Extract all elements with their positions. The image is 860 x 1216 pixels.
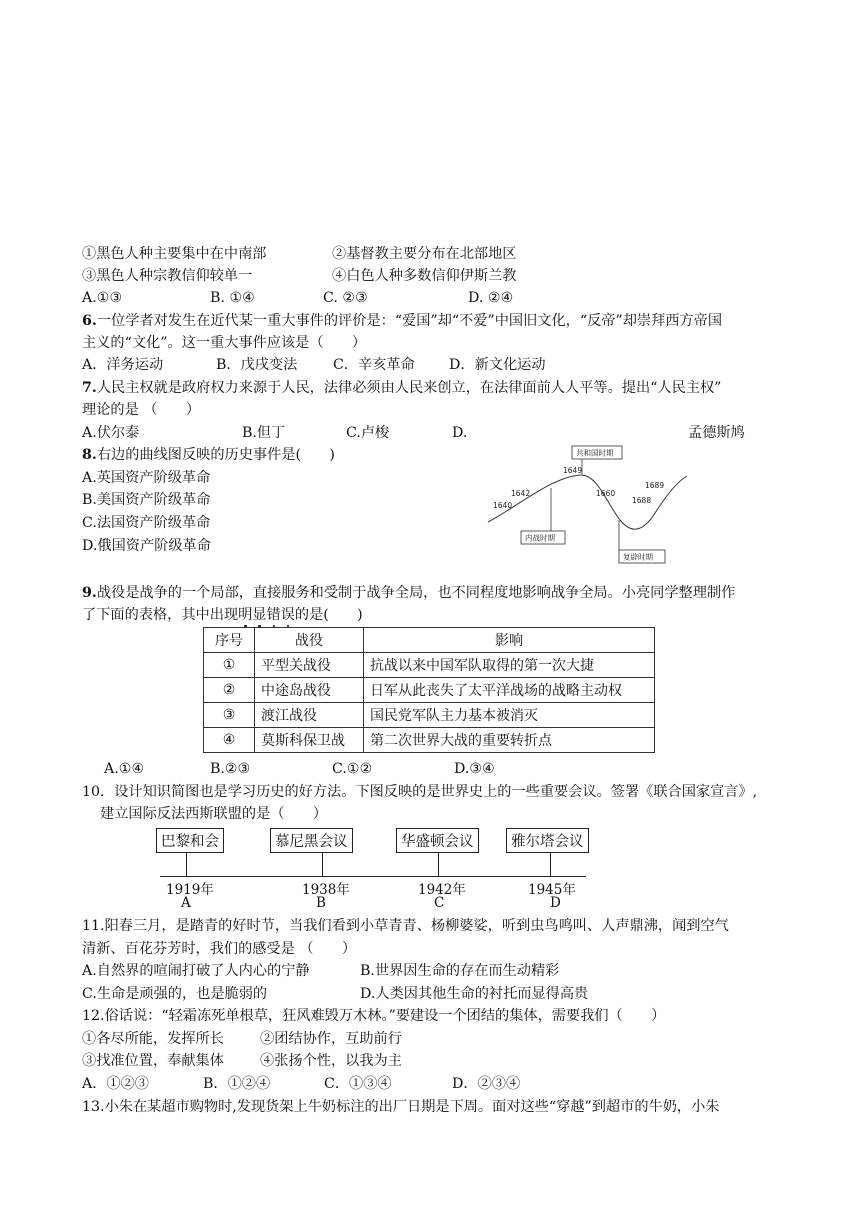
q10-stem-line-1: 10．设计知识简图也是学习历史的好方法。下图反映的是世界史上的一些重要会议。签署《联合国家宣言》,	[82, 784, 758, 800]
q8-label-civilwar: 内战时期	[525, 533, 555, 543]
q7-stem-line-2: 理论的是 （ ）	[82, 402, 201, 418]
q10-tick-d	[550, 852, 551, 876]
q10-year-c: 1942年	[418, 882, 466, 898]
q5-option-2: ②基督教主要分布在北部地区	[332, 246, 517, 262]
table-header-cell: 战役	[255, 628, 364, 653]
q12-option-row-2	[82, 1050, 402, 1072]
q7-stem-text: 人民主权就是政府权力来源于人民，法律必须由人民来创立，在法律面前人人平等。提出“人民主权”	[96, 380, 722, 396]
q12-choice-c: C．①③④	[324, 1076, 392, 1092]
q12-option-4: ④张扬个性，以我为主	[260, 1053, 402, 1069]
table-cell: 平型关战役	[255, 653, 364, 678]
q8-choice-b: B.美国资产阶级革命	[82, 492, 211, 508]
q7-choice-d-text: 孟德斯鸠	[688, 425, 745, 441]
q7-choice-d: D.	[452, 425, 468, 441]
q9-emphasis-char: 误	[280, 607, 295, 623]
q8-label-republic: 共和国时期	[576, 448, 614, 458]
q12-stem: 12.俗话说：“轻霜冻死单根草，狂风难毁万木林。”要建设一个团结的集体，需要我们（ ）	[82, 1008, 666, 1024]
q5-option-3: ③黑色人种宗教信仰较单一	[82, 268, 253, 284]
q8-year-1689: 1689	[645, 481, 665, 490]
q10-tick-c	[438, 852, 439, 876]
table-header-row	[204, 628, 655, 653]
table-header-cell: 序号	[204, 628, 255, 653]
q5-option-4: ④白色人种多数信仰伊斯兰教	[332, 268, 517, 284]
q11-choice-c: C.生命是顽强的，也是脆弱的	[82, 986, 268, 1002]
table-cell: ②	[204, 678, 255, 703]
q12-option-2: ②团结协作，互助前行	[260, 1031, 402, 1047]
q10-year-b: 1938年	[302, 882, 350, 898]
q12-option-row-1	[82, 1028, 402, 1050]
q8-year-1660: 1660	[596, 489, 616, 498]
table-cell: 日军从此丧失了太平洋战场的战略主动权	[364, 678, 655, 703]
q12-option-1: ①各尽所能，发挥所长	[82, 1031, 224, 1047]
q9-emphasis-char: 显	[252, 607, 267, 623]
q5-option-1: ①黑色人种主要集中在中南部	[82, 246, 267, 262]
q12-choice-a: A．①②③	[82, 1076, 149, 1092]
q6-choice-d: D．新文化运动	[449, 357, 546, 373]
q8-choice-a: A.英国资产阶级革命	[82, 470, 211, 486]
q9-battle-table	[203, 627, 655, 753]
q10-event-box-a: 巴黎和会	[156, 828, 224, 853]
q7-choice-c: C.卢梭	[346, 425, 390, 441]
q6-stem-text: 一位学者对发生在近代某一重大事件的评价是：“爱国”却“不爱”中国旧文化，“反帝”却崇拜西方帝国	[96, 313, 723, 329]
q9-choice-c: C.①②	[332, 761, 373, 777]
q9-choices	[104, 758, 495, 780]
q12-option-3: ③找准位置，奉献集体	[82, 1053, 224, 1069]
q9-choice-b: B.②③	[210, 761, 251, 777]
q9-stem-text-2: 了下面的表格，其中出现	[82, 607, 239, 623]
q10-event-box-c: 华盛顿会议	[396, 828, 479, 853]
q6-choice-a: A．洋务运动	[82, 357, 164, 373]
table-header-cell: 影响	[364, 628, 655, 653]
q5-choice-b: B. ①④	[210, 290, 255, 306]
table-row	[204, 728, 655, 753]
q9-number: 9.	[82, 585, 97, 601]
q9-emphasis-char: 明	[238, 607, 253, 623]
q9-stem-line-2	[82, 604, 363, 626]
q5-choice-d: D. ②④	[468, 290, 514, 306]
q8-year-1640: 1640	[493, 501, 513, 510]
q8-year-1649: 1649	[563, 466, 583, 475]
q11-choice-d: D.人类因其他生命的衬托而显得高贵	[360, 986, 589, 1002]
q6-choice-b: B．戊戌变法	[216, 357, 298, 373]
q7-stem-line-1	[82, 377, 721, 399]
q8-label-restoration: 复辟时期	[623, 552, 653, 562]
q11-choices-row-1	[82, 960, 559, 982]
q9-emphasis-char: 错	[266, 607, 281, 623]
table-cell: 抗战以来中国军队取得的第一次大捷	[364, 653, 655, 678]
q5-choices	[82, 287, 513, 309]
q8-year-1688: 1688	[632, 496, 652, 505]
table-cell: 国民党军队主力基本被消灭	[364, 703, 655, 728]
q7-choice-a: A.伏尔泰	[82, 425, 140, 441]
q7-number: 7.	[82, 380, 97, 396]
q8-choice-d: D.俄国资产阶级革命	[82, 538, 211, 554]
q10-tick-a	[186, 852, 187, 876]
q5-option-row-2	[82, 265, 516, 287]
table-row	[204, 653, 655, 678]
q9-choice-d: D.③④	[454, 761, 495, 777]
q8-number: 8.	[82, 447, 97, 463]
q6-stem-line-1	[82, 310, 722, 332]
q9-stem-text: 战役是战争的一个局部，直接服务和受制于战争全局，也不同程度地影响战争全局。小亮同学整理制作	[96, 585, 736, 601]
q6-number: 6.	[82, 313, 97, 329]
table-cell: ①	[204, 653, 255, 678]
q10-stem-line-2: 建立国际反法西斯联盟的是（ ）	[100, 806, 328, 822]
table-cell: 渡江战役	[255, 703, 364, 728]
table-cell: ④	[204, 728, 255, 753]
q10-tick-b	[322, 852, 323, 876]
q6-stem-line-2: 主义的“文化”。这一重大事件应该是（ ）	[82, 335, 367, 351]
q10-event-box-d: 雅尔塔会议	[506, 828, 589, 853]
table-cell: 第二次世界大战的重要转折点	[364, 728, 655, 753]
q10-event-box-b: 慕尼黑会议	[270, 828, 353, 853]
q9-stem-line-1	[82, 582, 735, 604]
q10-timeline-axis	[160, 876, 586, 877]
q5-choice-c: C. ②③	[323, 290, 368, 306]
q11-choices-row-2	[82, 983, 588, 1005]
q11-choice-b: B.世界因生命的存在而生动精彩	[360, 963, 560, 979]
q11-stem-line-2: 清新、百花芬芳时，我们的感受是 （ ）	[82, 941, 357, 957]
q13-stem-line-1: 13.小朱在某超市购物时,发现货架上牛奶标注的出厂日期是下周。面对这些“穿越”到超市的牛奶，小朱	[82, 1099, 720, 1115]
q8-year-1642: 1642	[511, 489, 531, 498]
q5-choice-a: A.①③	[82, 290, 123, 306]
table-row	[204, 703, 655, 728]
q7-choice-b: B.但丁	[242, 425, 286, 441]
q9-choice-a: A.①④	[104, 761, 145, 777]
q10-letter-a: A	[181, 895, 191, 911]
q12-choice-d: D．②③④	[452, 1076, 521, 1092]
q11-stem-line-1: 11.阳春三月，是踏青的好时节，当我们看到小草青青、杨柳婆娑，听到虫鸟鸣叫、人声鼎沸，闻到空气	[82, 918, 729, 934]
q8-choice-c: C.法国资产阶级革命	[82, 515, 211, 531]
table-cell: 中途岛战役	[255, 678, 364, 703]
q12-choice-b: B．①②④	[203, 1076, 271, 1092]
q5-option-row-1	[82, 243, 516, 265]
q8-curve-chart	[485, 440, 695, 570]
table-cell: ③	[204, 703, 255, 728]
table-row	[204, 678, 655, 703]
q11-choice-a: A.自然界的喧闹打破了人内心的宁静	[82, 963, 310, 979]
q10-letter-b: B	[316, 895, 326, 911]
q10-letter-d: D	[550, 895, 561, 911]
q8-stem-text: 右边的曲线图反映的历史事件是( )	[96, 447, 335, 463]
q6-choice-c: C．辛亥革命	[333, 357, 415, 373]
table-cell: 莫斯科保卫战	[255, 728, 364, 753]
q10-year-d: 1945年	[528, 882, 576, 898]
q8-stem	[82, 444, 335, 466]
q7-choices	[82, 422, 467, 444]
q6-choices	[82, 354, 546, 376]
q9-stem-text-3: 的是( )	[294, 607, 363, 623]
q10-year-a: 1919年	[166, 882, 214, 898]
q12-choices	[82, 1073, 520, 1095]
q10-letter-c: C	[434, 895, 445, 911]
